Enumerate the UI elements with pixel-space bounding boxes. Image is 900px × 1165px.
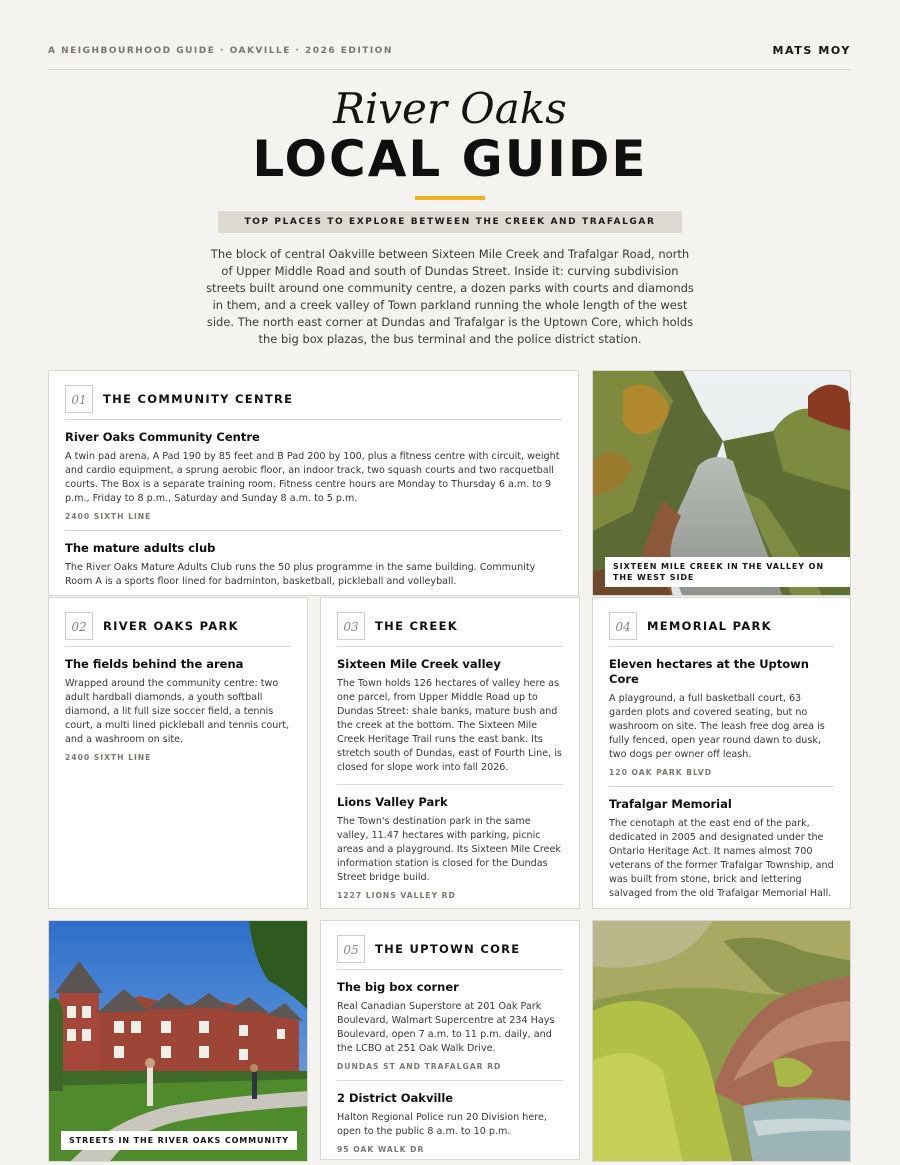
creek-photo (592, 370, 851, 596)
entry (609, 647, 834, 777)
entry-title: River Oaks Community Centre (65, 430, 260, 444)
photo-caption: STREETS IN THE RIVER OAKS COMMUNITY (61, 1131, 297, 1150)
section-header (65, 611, 291, 640)
section-header (65, 384, 562, 413)
photo-caption: SIXTEEN MILE CREEK IN THE VALLEY ON THE WEST SIDE (605, 557, 850, 587)
intro-paragraph: The block of central Oakville between Sixteen Mile Creek and Trafalgar Road, north of Upper Middle Road and south of Dundas Street. Inside it: curving subdivision streets built around one community centre, a dozen parks with courts and diamonds in them, and a creek valley of Town parkland running the whole length of the west side. The north east corner at Dundas and Trafalgar is the Uptown Core, which holds the big box plazas, the bus terminal and the police district station. (206, 247, 694, 346)
page-title: LOCAL GUIDE (252, 130, 648, 188)
section-memorial-park (592, 597, 851, 909)
section-number: 02 (65, 612, 93, 640)
entry (337, 1080, 563, 1154)
entry (65, 420, 562, 521)
entry-body: The Town's destination park in the same valley, 11.47 hectares with parking, picnic areas and a playground. Its Sixteen Mile Creek information station is closed for the Dundas Street bridge build. (337, 816, 561, 883)
entry-title: The fields behind the arena (65, 657, 244, 671)
entry-title: Lions Valley Park (337, 795, 448, 809)
entry (337, 784, 563, 900)
entry-title: Sixteen Mile Creek valley (337, 657, 501, 671)
entry-title: The big box corner (337, 980, 459, 994)
entry-body: The River Oaks Mature Adults Club runs the 50 plus programme in the same building. Community Room A is a sports floor lined for badminton, basketball, pickleball and volleyball. (65, 562, 536, 587)
entry-body: A playground, a full basketball court, 63 garden plots and covered seating, but no washroom on site. The leash free dog area is fully fenced, open year round dawn to dusk, two dogs per owner off leash. (609, 693, 825, 760)
accent-rule (415, 196, 485, 200)
top-bar (48, 44, 851, 70)
entry (337, 970, 563, 1071)
entry-title: 2 District Oakville (337, 1091, 454, 1105)
valley-photo (592, 920, 851, 1162)
section-title: THE COMMUNITY CENTRE (103, 391, 294, 406)
entry-body: Halton Regional Police run 20 Division here, open to the public 8 a.m. to 10 p.m. (337, 1112, 547, 1137)
valley-illustration (593, 921, 851, 1162)
entry (609, 786, 834, 901)
section-number: 05 (337, 935, 365, 963)
section-number: 01 (65, 385, 93, 413)
entry-title: Eleven hectares at the Uptown Core (609, 657, 809, 686)
entry-body: The cenotaph at the east end of the park, dedicated in 2005 and designated under the Ontario Heritage Act. It names almost 700 veterans of the former Trafalgar Township, and was built from stone, brick and lettering salvaged from the old Trafalgar Memorial Hall. (609, 818, 834, 899)
section-title: THE UPTOWN CORE (375, 941, 521, 956)
author-name: MATS MOY (772, 44, 851, 57)
section-header (609, 611, 834, 640)
section-title: RIVER OAKS PARK (103, 618, 239, 633)
section-community-centre (48, 370, 579, 596)
section-title: MEMORIAL PARK (647, 618, 772, 633)
entry-title: The mature adults club (65, 541, 216, 555)
guide-kicker: A NEIGHBOURHOOD GUIDE · OAKVILLE · 2026 EDITION (48, 46, 393, 56)
townhouse-illustration (49, 921, 308, 1162)
entry-body: The Town holds 126 hectares of valley here as one parcel, from Upper Middle Road up to Dundas Street: shale banks, mature bush and the creek at the bottom. The Sixteen Mile Creek Heritage Trail runs the east bank. Its stretch south of Dundas, east of Fourth Line, is closed for slope work into fall 2026. (337, 678, 562, 773)
script-title: River Oaks (333, 84, 567, 133)
entry-address: 120 OAK PARK BLVD (609, 768, 713, 777)
entry-body: Wrapped around the community centre: two adult hardball diamonds, a youth softball diamond, a lit full size soccer field, a tennis court, a multi lined pickleball and tennis court, and a washroom on site. (65, 678, 290, 745)
entry-address: 95 OAK WALK DR (337, 1145, 425, 1154)
section-header (337, 934, 563, 963)
entry (337, 647, 563, 775)
entry (65, 530, 562, 589)
section-title: THE CREEK (375, 618, 458, 633)
entry-address: DUNDAS ST AND TRAFALGAR RD (337, 1062, 502, 1071)
section-river-oaks-park (48, 597, 308, 909)
tagline: TOP PLACES TO EXPLORE BETWEEN THE CREEK AND TRAFALGAR (218, 211, 682, 233)
entry (65, 647, 291, 762)
entry-address: 2400 SIXTH LINE (65, 753, 152, 762)
section-the-creek (320, 597, 580, 909)
section-number: 03 (337, 612, 365, 640)
entry-address: 2400 SIXTH LINE (65, 512, 152, 521)
streets-photo (48, 920, 308, 1162)
section-header (337, 611, 563, 640)
entry-body: A twin pad arena, A Pad 190 by 85 feet and B Pad 200 by 100, plus a fitness centre with circuit, weight and cardio equipment, a sprung aerobic floor, an indoor track, two squash courts and two racquetball courts. The Box is a separate training room. Fitness centre hours are Monday to Thursday 6 a.m. to 9 p.m., Friday to 8 p.m., Saturday and Sunday 8 a.m. to 5 p.m. (65, 451, 560, 504)
section-number: 04 (609, 612, 637, 640)
entry-title: Trafalgar Memorial (609, 797, 732, 811)
section-uptown-core (320, 920, 580, 1160)
entry-address: 1227 LIONS VALLEY RD (337, 891, 456, 900)
entry-body: Real Canadian Superstore at 201 Oak Park Boulevard, Walmart Supercentre at 234 Hays Boulevard, open 7 a.m. to 11 p.m. daily, and the LCBO at 251 Oak Walk Drive. (337, 1001, 555, 1054)
